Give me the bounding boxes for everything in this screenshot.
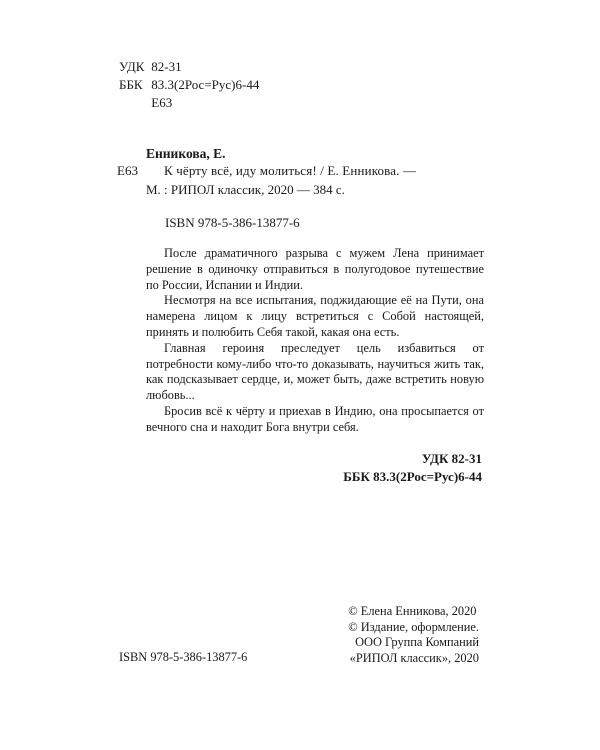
right-udk: УДК 82-31: [421, 451, 482, 466]
copyright-company-line-1: ООО Группа Компаний: [355, 635, 479, 650]
bbk-value: 83.3(2Рос=Рус)6-44: [151, 77, 260, 92]
copyright-author: © Елена Енникова, 2020: [348, 604, 477, 618]
entry-title: К чёрту всё, иду молиться! / Е. Енникова. —: [164, 163, 417, 178]
annotation-paragraph-2: Несмотря на все испытания, поджидающие её на Пути, она намерена лицом к лицу встретиться с Собой настоящей, принять и полюбить Себя такой, какая она есть.: [146, 293, 484, 339]
copyright-company-line-2: «РИПОЛ классик», 2020: [349, 650, 479, 665]
udk-value: 82-31: [151, 59, 182, 74]
bbk-label: ББК: [119, 77, 143, 92]
annotation-paragraph-1: После драматичного разрыва с мужем Лена принимает решение в одиночку отправиться в полугодовое путешествие по России, Испании и Индии.: [146, 246, 484, 292]
entry-author: Енникова, Е.: [146, 146, 226, 161]
entry-publication: М. : РИПОЛ классик, 2020 — 384 с.: [146, 182, 345, 197]
author-mark: Е63: [151, 95, 173, 110]
bbk-row: [119, 77, 259, 93]
annotation: [146, 246, 484, 436]
udk-row: [119, 59, 182, 75]
annotation-paragraph-4: Бросив всё к чёрту и приехав в Индию, она просыпается от вечного сна и находит Бога внутри себя.: [146, 403, 484, 434]
entry-author-mark: Е63: [117, 163, 138, 178]
copyright-block: [348, 604, 479, 666]
udk-label: УДК: [119, 59, 145, 74]
entry-isbn: ISBN 978-5-386-13877-6: [165, 215, 300, 230]
bottom-isbn: ISBN 978-5-386-13877-6: [119, 650, 248, 664]
annotation-paragraph-3: Главная героиня преследует цель избавиться от потребности кому-либо что-то доказывать, научиться жить так, как подсказывает сердце, и, может быть, даже встретить новую любовь...: [146, 340, 484, 403]
right-bbk: ББК 83.3(2Рос=Рус)6-44: [343, 469, 482, 484]
author-mark-row: [119, 95, 172, 111]
copyright-design: © Издание, оформление.: [348, 619, 479, 634]
